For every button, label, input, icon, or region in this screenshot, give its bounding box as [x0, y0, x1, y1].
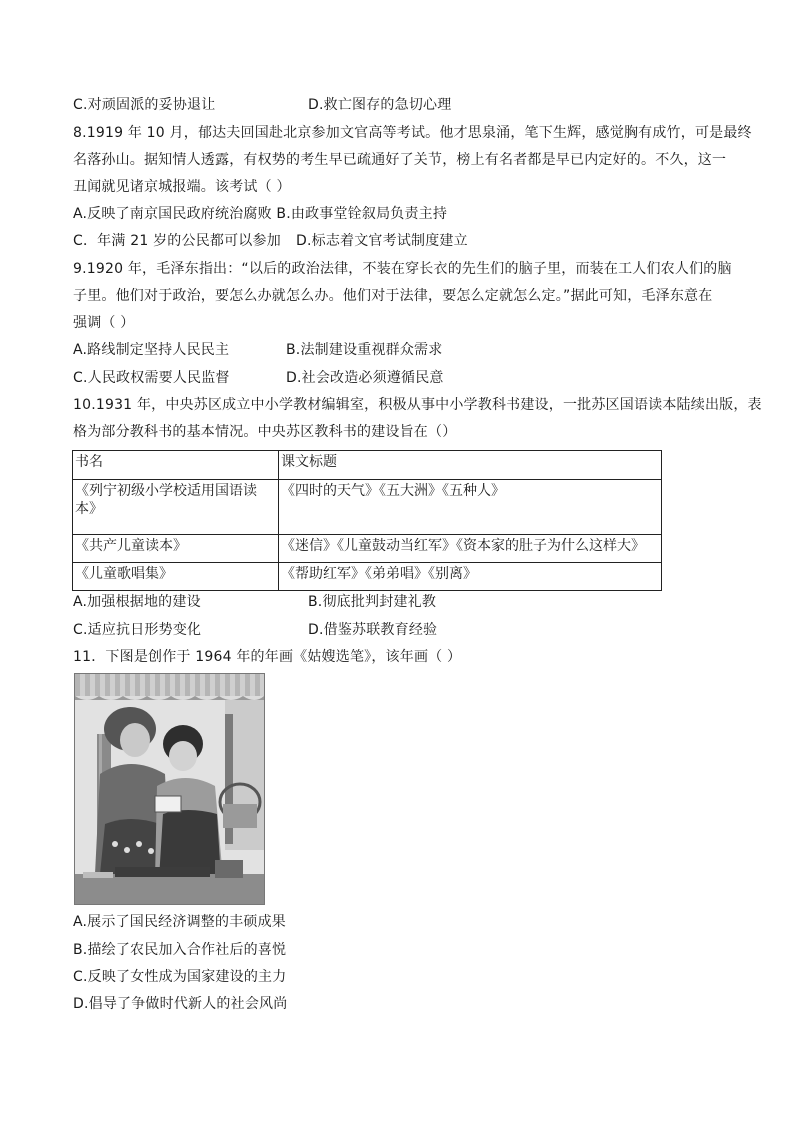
table-row	[73, 563, 662, 591]
q7-option-d: D.救亡图存的急切心理	[308, 97, 452, 113]
q8-option-d: D.标志着文官考试制度建立	[296, 233, 468, 249]
textbook-table	[72, 450, 662, 591]
table-cell: 《列宁初级小学校适用国语读本》	[73, 480, 279, 535]
q9-stem-line-3: 强调（ ）	[73, 315, 135, 331]
q11-option-c: C.反映了女性成为国家建设的主力	[73, 969, 287, 985]
q8-stem-line-2: 名落孙山。据知情人透露，有权势的考生早已疏通好了关节，榜上有名者都是早已内定好的。不久，这一	[73, 152, 727, 168]
q8-stem-line-1: 8.1919 年 10 月，郁达夫回国赴北京参加文官高等考试。他才思泉涌，笔下生辉，感觉胸有成竹，可是最终	[73, 125, 752, 141]
q9-stem-line-2: 子里。他们对于政治，要怎么办就怎么办。他们对于法律，要怎么定就怎么定。”据此可知，毛泽东意在	[73, 288, 713, 304]
table-cell: 《迷信》《儿童鼓动当红军》《资本家的肚子为什么这样大》	[279, 535, 662, 563]
table-header-cell: 书名	[73, 451, 279, 480]
q9-stem-line-1: 9.1920 年，毛泽东指出：“以后的政治法律，不装在穿长衣的先生们的脑子里，而装在工人们农人们的脑	[73, 261, 732, 277]
table-cell: 《帮助红军》《弟弟唱》《别离》	[279, 563, 662, 591]
table-header-cell: 课文标题	[279, 451, 662, 480]
q9-option-c: C.人民政权需要人民监督	[73, 370, 230, 386]
q11-option-a: A.展示了国民经济调整的丰硕成果	[73, 914, 286, 930]
q10-option-c: C.适应抗日形势变化	[73, 622, 202, 638]
q7-option-c: C.对顽固派的妥协退让	[73, 97, 216, 113]
q11-option-b: B.描绘了农民加入合作社后的喜悦	[73, 942, 287, 958]
q11-option-d: D.倡导了争做时代新人的社会风尚	[73, 996, 288, 1012]
q10-option-a: A.加强根据地的建设	[73, 594, 201, 610]
table-cell: 《四时的天气》《五大洲》《五种人》	[279, 480, 662, 535]
table-row	[73, 480, 662, 535]
table-cell: 《共产儿童读本》	[73, 535, 279, 563]
q11-stem: 11．下图是创作于 1964 年的年画《姑嫂选笔》，该年画（ ）	[73, 649, 462, 665]
painting-illustration	[75, 674, 264, 904]
table-cell: 《儿童歌唱集》	[73, 563, 279, 591]
q10-stem-line-2: 格为部分教科书的基本情况。中央苏区教科书的建设旨在（）	[73, 424, 457, 440]
q8-stem-line-3: 丑闻就见诸京城报端。该考试（ ）	[73, 179, 291, 195]
table-header-row	[73, 451, 662, 480]
q8-option-ab: A.反映了南京国民政府统治腐败 B.由政事堂铨叙局负责主持	[73, 206, 448, 222]
q9-option-d: D.社会改造必须遵循民意	[286, 370, 444, 386]
q10-stem-line-1: 10.1931 年，中央苏区成立中小学教材编辑室，积极从事中小学教科书建设，一批苏区国语读本陆续出版，表	[73, 397, 762, 413]
q9-option-a: A.路线制定坚持人民民主	[73, 342, 230, 358]
q10-option-d: D.借鉴苏联教育经验	[308, 622, 438, 638]
q9-option-b: B.法制建设重视群众需求	[286, 342, 443, 358]
q8-option-c: C．年满 21 岁的公民都可以参加	[73, 233, 281, 249]
q10-option-b: B.彻底批判封建礼教	[308, 594, 437, 610]
table-row	[73, 535, 662, 563]
new-year-painting-image	[74, 673, 265, 905]
